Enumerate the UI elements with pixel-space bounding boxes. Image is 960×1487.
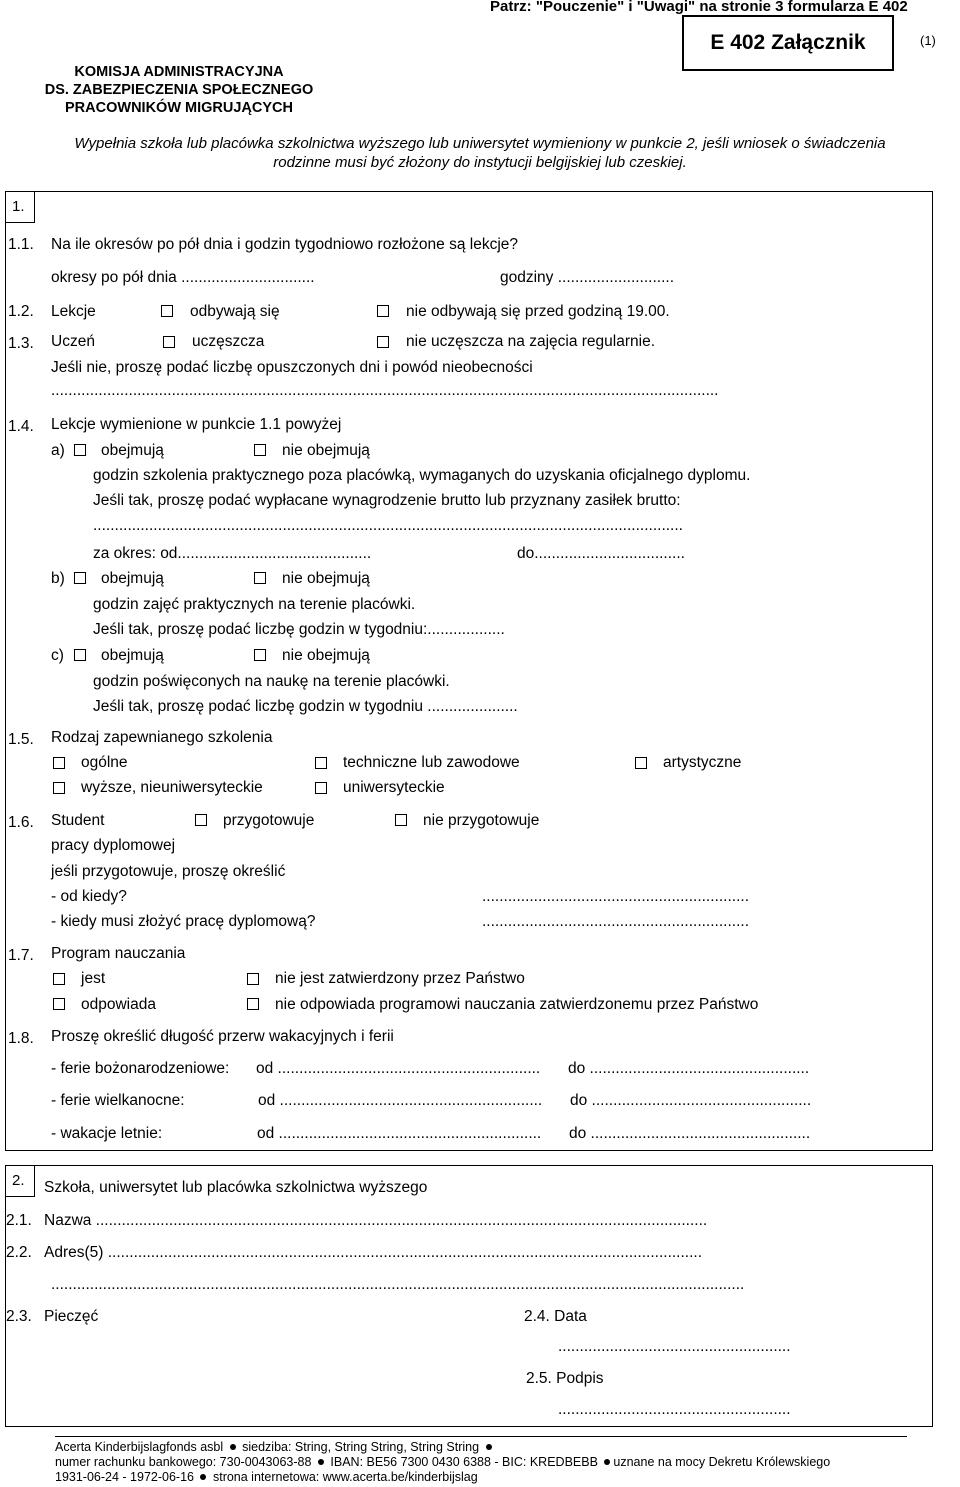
q14a-period-to-field[interactable]: do...................................: [517, 545, 685, 562]
q14b-checkbox-no[interactable]: [254, 572, 266, 584]
q15-text: Rodzaj zapewnianego szkolenia: [51, 729, 273, 746]
q14c-checkbox-no[interactable]: [254, 649, 266, 661]
bullet-icon: [604, 1459, 610, 1465]
section-1-number: 1.: [5, 191, 35, 223]
q15-checkbox-artistic[interactable]: [635, 757, 647, 769]
bullet-icon: [318, 1459, 324, 1465]
q14a-period-from-field[interactable]: za okres: od.............................................: [93, 545, 372, 562]
q14b-label: b): [51, 570, 65, 587]
q12-checkbox-2[interactable]: [377, 305, 389, 317]
footer-line-2: [55, 1455, 830, 1470]
q14b-description: godzin zajęć praktycznych na terenie placówki.: [93, 596, 416, 613]
q14c-option-no: nie obejmują: [282, 647, 370, 664]
q18-number: 1.8.: [8, 1030, 34, 1047]
q16-checkbox-2[interactable]: [395, 814, 407, 826]
q16-option-1: przygotowuje: [223, 812, 315, 829]
q14a-option-yes: obejmują: [101, 442, 164, 459]
q13-option-2: nie uczęszcza na zajęcia regularnie.: [406, 333, 655, 350]
bullet-icon: [230, 1444, 236, 1450]
footnote-ref: (1): [920, 33, 936, 48]
org-line-3: PRACOWNIKÓW MIGRUJĄCYCH: [65, 100, 293, 116]
bullet-icon: [200, 1474, 206, 1480]
q16-label: Student: [51, 812, 105, 829]
q12-checkbox-1[interactable]: [161, 305, 173, 317]
reference-note: Patrz: "Pouczenie" i "Uwagi" na stronie 3 formularza E 402: [490, 0, 908, 15]
q15-checkbox-university[interactable]: [315, 782, 327, 794]
section-2-title: Szkoła, uniwersytet lub placówka szkolnictwa wyższego: [44, 1179, 428, 1196]
footer-website: strona internetowa: www.acerta.be/kinderbijslag: [212, 1470, 478, 1484]
q17-checkbox-is-not[interactable]: [247, 973, 259, 985]
q24-date-field[interactable]: ......................................................: [558, 1338, 791, 1355]
q11-hours-field[interactable]: godziny ...........................: [500, 269, 675, 286]
q13-answer-field[interactable]: ...........................................................................................................................................................: [51, 382, 719, 399]
q17-option-is: jest: [81, 970, 106, 987]
q21-number: 2.1.: [6, 1212, 32, 1229]
q12-label: Lekcje: [51, 303, 96, 320]
q14b-option-yes: obejmują: [101, 570, 164, 587]
q15-checkbox-technical[interactable]: [315, 757, 327, 769]
q13-label: Uczeń: [51, 333, 95, 350]
q24-date-label: 2.4. Data: [524, 1308, 587, 1325]
q16-option-2: nie przygotowuje: [423, 812, 540, 829]
q18-xmas-from-field[interactable]: od .............................................................: [256, 1060, 541, 1077]
q14c-option-yes: obejmują: [101, 647, 164, 664]
q14c-description: godzin poświęconych na naukę na terenie placówki.: [93, 673, 450, 690]
q12-option-1: odbywają się: [190, 303, 280, 320]
intro-line-1: Wypełnia szkoła lub placówka szkolnictwa wyższego lub uniwersytet wymieniony w punkcie 2, jeśli wniosek o świadczenia: [74, 135, 886, 152]
form-title: E 402 Załącznik: [682, 15, 894, 71]
q16-deadline-label: - kiedy musi złożyć pracę dyplomową?: [51, 913, 316, 930]
q13-checkbox-1[interactable]: [163, 336, 175, 348]
q22-address-field[interactable]: Adres(5) ..........................................................................................................................................: [44, 1244, 703, 1261]
footer-account: numer rachunku bankowego: 730-0043063-88: [55, 1455, 312, 1469]
footer-divider: [55, 1436, 907, 1437]
q16-since-label: - od kiedy?: [51, 888, 127, 905]
q11-text: Na ile okresów po pół dnia i godzin tygodniowo rozłożone są lekcje?: [51, 236, 518, 253]
q17-option-is-not: nie jest zatwierdzony przez Państwo: [275, 970, 525, 987]
q13-number: 1.3.: [8, 335, 34, 352]
q16-number: 1.6.: [8, 814, 34, 831]
q17-option-not-matches: nie odpowiada programowi nauczania zatwierdzonemu przez Państwo: [275, 996, 759, 1013]
q14c-hours-field[interactable]: Jeśli tak, proszę podać liczbę godzin w tygodniu .....................: [93, 698, 518, 715]
q14a-label: a): [51, 442, 65, 459]
q13-option-1: uczęszcza: [192, 333, 265, 350]
q16-line-3: jeśli przygotowuje, proszę określić: [51, 863, 286, 880]
q16-checkbox-1[interactable]: [195, 814, 207, 826]
q13-checkbox-2[interactable]: [377, 336, 389, 348]
q14a-amount-field[interactable]: .........................................................................................................................................: [93, 517, 683, 534]
q15-option-general: ogólne: [81, 754, 128, 771]
q17-checkbox-matches[interactable]: [53, 998, 65, 1010]
q15-checkbox-general[interactable]: [53, 757, 65, 769]
q14a-checkbox-no[interactable]: [254, 444, 266, 456]
q13-if-not: Jeśli nie, proszę podać liczbę opuszczonych dni i powód nieobecności: [51, 359, 533, 376]
q14b-option-no: nie obejmują: [282, 570, 370, 587]
q14-text: Lekcje wymienione w punkcie 1.1 powyżej: [51, 416, 342, 433]
footer-decree: uznane na mocy Dekretu Królewskiego: [613, 1455, 831, 1469]
q23-stamp-label: Pieczęć: [44, 1308, 99, 1325]
footer-dates: 1931-06-24 - 1972-06-16: [55, 1470, 194, 1484]
q11-periods-field[interactable]: okresy po pół dnia ...............................: [51, 269, 315, 286]
org-line-1: KOMISJA ADMINISTRACYJNA: [74, 64, 284, 80]
q25-signature-label: 2.5. Podpis: [526, 1370, 604, 1387]
q17-option-matches: odpowiada: [81, 996, 156, 1013]
q23-number: 2.3.: [6, 1308, 32, 1325]
q12-number: 1.2.: [8, 303, 34, 320]
q18-xmas-to-field[interactable]: do ...................................................: [568, 1060, 810, 1077]
q16-since-field[interactable]: ..............................................................: [482, 888, 749, 905]
q15-option-artistic: artystyczne: [663, 754, 742, 771]
q14a-checkbox-yes[interactable]: [74, 444, 86, 456]
q18-xmas-label: - ferie bożonarodzeniowe:: [51, 1060, 230, 1077]
q14c-label: c): [51, 647, 64, 664]
intro-line-2: rodzinne musi być złożony do instytucji belgijskiej lub czeskiej.: [273, 154, 687, 171]
q17-checkbox-is[interactable]: [53, 973, 65, 985]
q16-line-2: pracy dyplomowej: [51, 837, 176, 854]
q22-address-field-2[interactable]: .................................................................................................................................................................: [51, 1276, 745, 1293]
q14b-hours-field[interactable]: Jeśli tak, proszę podać liczbę godzin w tygodniu:..................: [93, 621, 505, 638]
footer-line-1: [55, 1440, 495, 1455]
q18-text: Proszę określić długość przerw wakacyjnych i ferii: [51, 1028, 394, 1045]
q15-option-university: uniwersyteckie: [343, 779, 445, 796]
q14b-checkbox-yes[interactable]: [74, 572, 86, 584]
q17-number: 1.7.: [8, 947, 34, 964]
q18-easter-from-field[interactable]: od .............................................................: [258, 1092, 543, 1109]
footer-address: siedziba: String, String String, String String: [242, 1440, 480, 1454]
q14a-description: godzin szkolenia praktycznego poza placówką, wymaganych do uzyskania oficjalnego dyplomu.: [93, 467, 751, 484]
q12-option-2: nie odbywają się przed godziną 19.00.: [406, 303, 670, 320]
section-2-number: 2.: [5, 1165, 35, 1197]
q16-deadline-field[interactable]: ..............................................................: [482, 913, 749, 930]
q18-summer-to-field[interactable]: do ...................................................: [569, 1125, 811, 1142]
intro-text: [10, 134, 950, 172]
q15-checkbox-higher[interactable]: [53, 782, 65, 794]
footer-company: Acerta Kinderbijslagfonds asbl: [55, 1440, 224, 1454]
q15-option-technical: techniczne lub zawodowe: [343, 754, 520, 771]
org-line-2: DS. ZABEZPIECZENIA SPOŁECZNEGO: [44, 82, 314, 98]
q17-checkbox-not-matches[interactable]: [247, 998, 259, 1010]
footer-line-3: [55, 1470, 478, 1485]
q18-easter-to-field[interactable]: do ...................................................: [570, 1092, 812, 1109]
bullet-icon: [486, 1444, 492, 1450]
q18-easter-label: - ferie wielkanocne:: [51, 1092, 185, 1109]
q25-signature-field[interactable]: ......................................................: [558, 1401, 791, 1418]
q22-number: 2.2.: [6, 1244, 32, 1261]
q18-summer-from-field[interactable]: od .............................................................: [257, 1125, 542, 1142]
q14c-checkbox-yes[interactable]: [74, 649, 86, 661]
q17-text: Program nauczania: [51, 945, 186, 962]
q18-summer-label: - wakacje letnie:: [51, 1125, 163, 1142]
footer-iban: IBAN: BE56 7300 0430 6388 - BIC: KREDBEBB: [330, 1455, 598, 1469]
section-2-frame: [5, 1165, 933, 1427]
q14a-option-no: nie obejmują: [282, 442, 370, 459]
organization-name: [20, 63, 338, 117]
q15-option-higher: wyższe, nieuniwersyteckie: [81, 779, 263, 796]
q11-number: 1.1.: [8, 236, 34, 253]
q15-number: 1.5.: [8, 731, 34, 748]
q14-number: 1.4.: [8, 418, 34, 435]
q14a-if-yes: Jeśli tak, proszę podać wypłacane wynagrodzenie brutto lub przyznany zasiłek brutto:: [93, 492, 681, 509]
q21-name-field[interactable]: Nazwa ..............................................................................................................................................: [44, 1212, 708, 1229]
